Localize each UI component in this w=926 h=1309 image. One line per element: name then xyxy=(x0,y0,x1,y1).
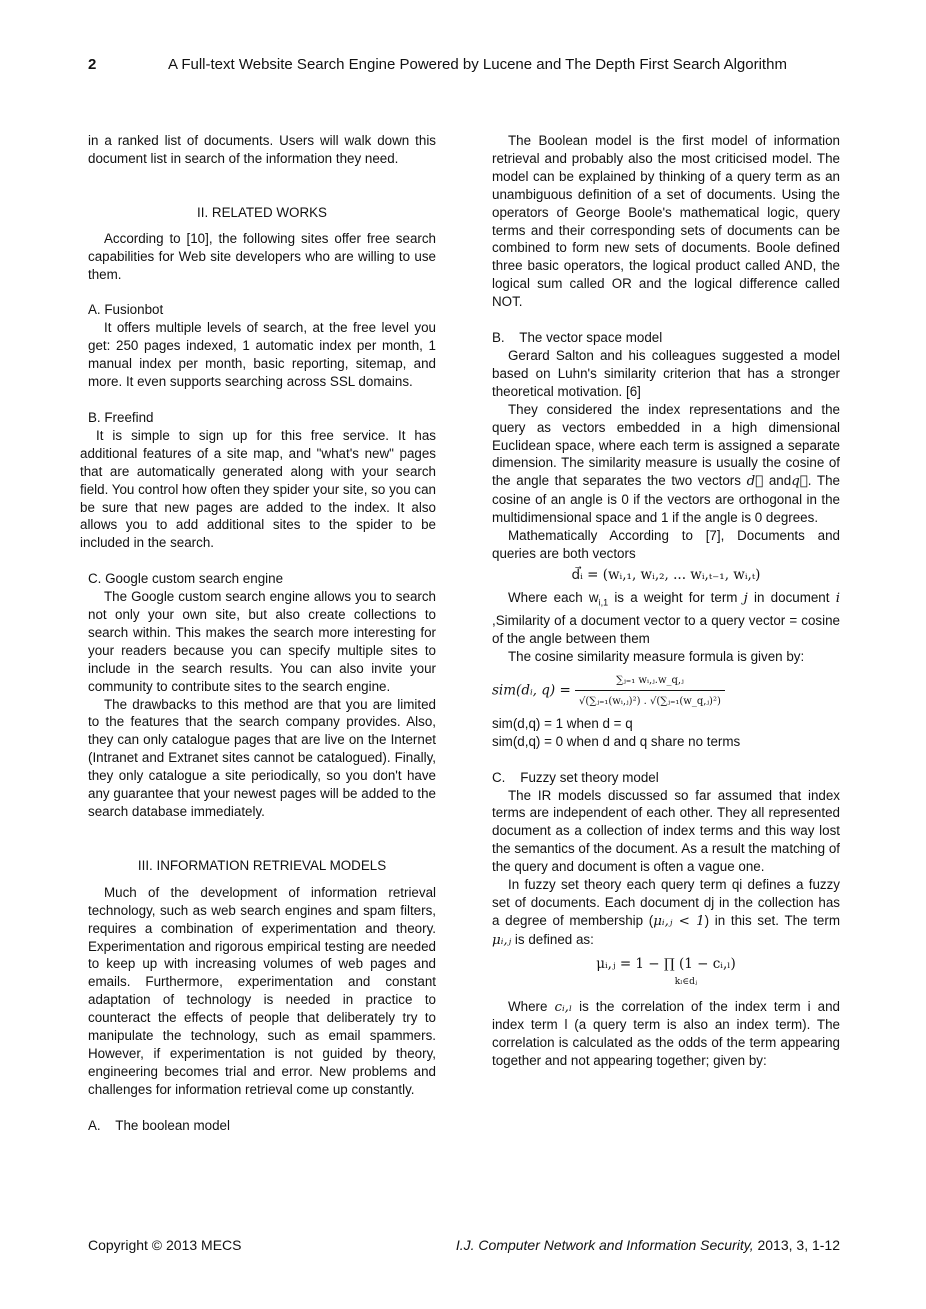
section-heading-ir-models: III. INFORMATION RETRIEVAL MODELS xyxy=(137,857,387,873)
intro-paragraph: in a ranked list of documents. Users will walk down this document list in search of the information they need. xyxy=(88,133,436,166)
running-title: A Full-text Website Search Engine Powered by Lucene and The Depth First Search Algorithm xyxy=(168,56,787,73)
right-column xyxy=(492,132,840,1070)
vector-paragraph-1: Gerard Salton and his colleagues suggested a model based on Luhn's similarity criterion that has a stronger theoretical motivation. [6] xyxy=(492,347,840,399)
page-number: 2 xyxy=(88,56,97,73)
subsection-heading-vector: B. The vector space model xyxy=(492,330,663,346)
footer-copyright: Copyright © 2013 MECS xyxy=(88,1237,242,1253)
section-heading-related-works: II. RELATED WORKS xyxy=(197,204,327,220)
fusionbot-paragraph: It offers multiple levels of search, at the free level you get: 250 pages indexed, 1 automatic index per month, 1 manual index per month, basic reporting, sitemap, and more. It even supports searching across SSL domains. xyxy=(88,320,436,390)
footer-journal: I.J. Computer Network and Information Security, 2013, 3, 1-12 xyxy=(455,1237,840,1253)
vector-paragraph-2: They considered the index representations and the query as vectors embedded in a high dimensional Euclidean space, where each term is assigned a separate dimension. The similarity measure is usually the cosine of the angle that separates the two vectors d⃗ andq⃗. The cosine of an angle is 0 if the vectors are orthogonal in the multidimensional space and 1 if the angle is 0 degrees. xyxy=(492,401,840,526)
cosine-similarity-formula: sim(dᵢ, q) = $\frac{\text{∑ⱼ₌₁ wᵢ,ⱼ.w\_q,ⱼ}}{\text{√(∑ⱼ₌₁(wᵢ,ⱼ)²) . √(∑ⱼ₌₁(w\_q,ⱼ)²)}}$ xyxy=(492,672,840,711)
similarity-one-line: sim(d,q) = 1 when d = q xyxy=(492,715,633,731)
vector-q-symbol: q⃗ xyxy=(791,474,808,490)
fuzzy-paragraph-2: In fuzzy set theory each query term qi defines a fuzzy set of documents. Each document dj in the collection has a degree of membership (μᵢ,ⱼ < 1) in this set. The term μᵢ,ⱼ is defined as: xyxy=(492,877,840,948)
fuzzy-paragraph-3: Where cᵢ,ₗ is the correlation of the index term i and index term l (a query term is also an index term). The correlation is calculated as the odds of the term appearing together and not appearing together; given by: xyxy=(492,998,840,1069)
vector-d-symbol: d⃗ xyxy=(746,474,764,490)
boolean-paragraph: The Boolean model is the first model of information retrieval and probably also the most criticised model. The model can be explained by thinking of a query term as an unambiguous definition of a set of documents. Using the operators of George Boole's mathematical logic, query terms and their corresponding sets of documents can be combined to form new sets of documents. Boole defined three basic operators, the logical product called AND, the logical sum called OR and the logical difference called NOT. xyxy=(492,133,840,310)
subsection-heading-fusionbot: A. Fusionbot xyxy=(88,302,164,318)
related-works-paragraph: According to [10], the following sites offer free search capabilities for Web site developers who are willing to use them. xyxy=(88,230,436,282)
subsection-heading-fuzzy: C. Fuzzy set theory model xyxy=(492,769,659,785)
vector-paragraph-4: Where each $w_{i,1}$ is a weight for term j in document i ,Similarity of a document vector to a query vector = cosine of the angle between them xyxy=(492,589,840,647)
freefind-paragraph: It is simple to sign up for this free service. It has additional features of a site map, and "what's new" pages that are automatically generated along with your search field. You control how often they spider your site, so you can be sure that new pages are added to the index. It also allows you to add additional sites to the spider to be included in the search. xyxy=(80,427,436,551)
subsection-heading-boolean: A. The boolean model xyxy=(88,1117,230,1133)
document-vector-formula: d⃗ᵢ = (wᵢ,₁, wᵢ,₂, ... wᵢ,ₜ₋₁, wᵢ,ₜ) xyxy=(571,566,761,583)
subsection-heading-freefind: B. Freefind xyxy=(88,409,154,425)
vector-paragraph-5: The cosine similarity measure formula is given by: xyxy=(508,649,805,665)
ir-models-paragraph: Much of the development of information retrieval technology, such as web search engines and spam filters, requires a combination of experimentation and theory. Experimentation and rigorous empirical testing are needed to keep up with increasing volumes of web pages and emails. Furthermore, experimentation and constant adaptation of technology is needed in practice to counteract the effects of people that deliberately try to manipulate the technology, such as email spammers. However, if experimentation is not guided by theory, engineering becomes trial and error. New problems and challenges for information retrieval come up constantly. xyxy=(88,884,436,1097)
google-paragraph-2: The drawbacks to this method are that you are limited to the features that the search company provides. Also, they can only catalogue pages that are live on the Internet (Intranet and Extranet sites cannot be catalogued). Finally, they only catalogue a site periodically, so you don't have any guarantee that your newest pages will be added to the search database immediately. xyxy=(88,696,436,819)
google-paragraph-1: The Google custom search engine allows you to search not only your own site, but also create collections to search within. This makes the search more interesting for your readers because you can specify multiple sites to include in the search results. You can also invite your community to contribute sites to the search engine. xyxy=(88,589,436,694)
fuzzy-paragraph-1: The IR models discussed so far assumed that index terms are independent of each other. They all represented document as a collection of index terms and this way lost the semantics of the document. As a result the matching of the query and document is often a vague one. xyxy=(492,787,840,875)
fuzzy-membership-formula: μᵢ,ⱼ = 1 − ∏ (1 − cᵢ,ₗ) kₗ∈dⱼ xyxy=(596,955,736,987)
subsection-heading-google: C. Google custom search engine xyxy=(88,571,284,587)
similarity-zero-line: sim(d,q) = 0 when d and q share no terms xyxy=(492,733,741,749)
vector-paragraph-3: Mathematically According to [7], Documents and queries are both vectors xyxy=(492,528,840,561)
left-column xyxy=(80,132,436,1135)
